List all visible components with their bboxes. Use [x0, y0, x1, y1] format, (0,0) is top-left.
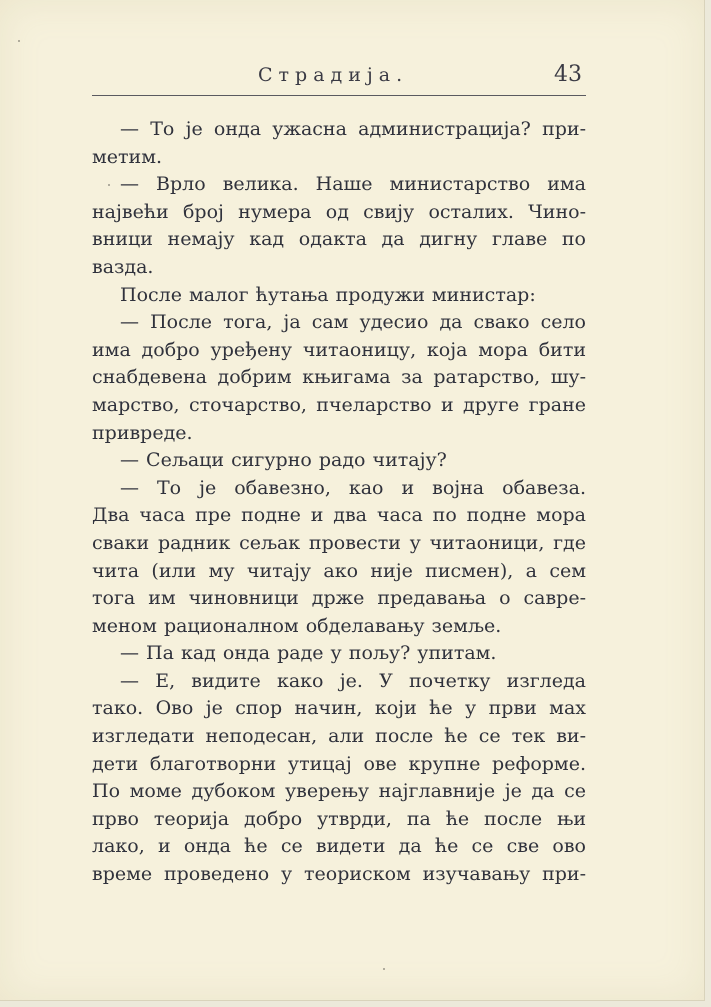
text-line: вници немају кад одакта да дигну главе по — [92, 228, 586, 251]
text-line: вазда. — [92, 255, 154, 278]
text-line: највећи број нумера од свију осталих. Чино- — [92, 200, 586, 223]
page-number: 43 — [554, 62, 582, 87]
text-line: После малог ћутања продужи министар: — [120, 283, 536, 306]
text-line: чита (или му читају ако није писмен), а сем — [92, 559, 586, 582]
text-line: — То је онда ужасна администрација? при- — [120, 118, 586, 140]
text-line: — Врло велика. Наше министарство има — [120, 173, 586, 196]
text-line: тога им чиновници држе предавања о савре- — [92, 587, 586, 610]
text-line: По моме дубоком уверењу најглавније је да се — [92, 780, 586, 803]
text-line: изгледати неподесан, али после ће се тек ви- — [92, 725, 586, 748]
text-line: — Сељаци сигурно радо читају? — [120, 449, 447, 472]
text-line: — После тога, ја сам удесио да свако село — [120, 311, 586, 334]
text-line: марство, сточарство, пчеларство и друге гране — [92, 393, 586, 416]
text-line: привреде. — [92, 421, 193, 444]
text-line: — Па кад онда раде у пољу? упитам. — [120, 642, 497, 665]
text-line: снабдевена добрим књигама за ратарство, шу- — [92, 366, 586, 389]
paper-speck — [18, 40, 20, 42]
paper-speck — [108, 184, 110, 186]
text-line: тако. Ово је спор начин, који ће у први мах — [92, 697, 586, 720]
text-line: сваки радник сељак провести у читаоници, где — [92, 531, 586, 554]
paper-speck — [383, 968, 385, 970]
running-title: Страдија. — [258, 64, 409, 86]
text-line: — Е, видите како је. У почетку изгледа — [120, 669, 586, 692]
page-header — [92, 62, 586, 96]
text-line: време проведено у теориском изучавању при- — [92, 863, 586, 886]
text-line: метим. — [92, 145, 163, 168]
body-text — [92, 116, 586, 889]
text-line: има добро уређену читаоницу, која мора бити — [92, 338, 586, 361]
text-line: прво теорија добро утврди, па ће после њи — [92, 807, 586, 830]
text-line: лако, и онда ће се видети да ће се све ово — [92, 835, 586, 858]
text-line: — То је обавезно, као и војна обавеза. — [120, 476, 586, 499]
header-rule — [92, 95, 586, 96]
text-line: дети благотворни утицај ове крупне реформе. — [92, 752, 586, 775]
text-line: меном рационалном обделавању земље. — [92, 614, 502, 637]
text-line: Два часа пре подне и два часа по подне мора — [92, 504, 586, 527]
